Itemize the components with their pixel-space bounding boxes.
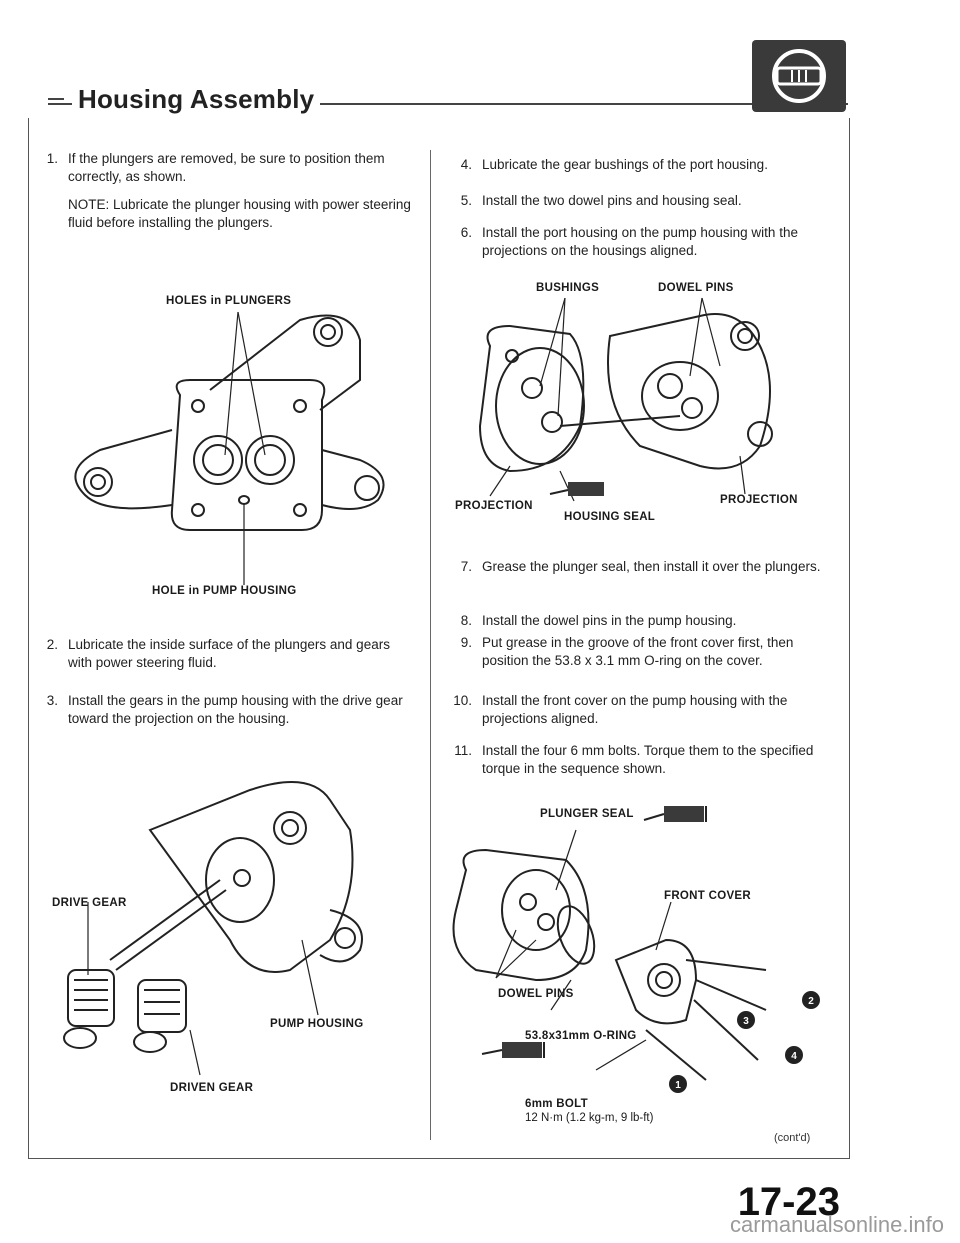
step-text: Lubricate the gear bushings of the port housing. [482, 157, 768, 172]
seq-1: 1 [675, 1080, 681, 1091]
step-5 [448, 192, 824, 214]
grease-icon [640, 800, 720, 830]
step-text: If the plungers are removed, be sure to position them correctly, as shown. [68, 151, 385, 184]
step-text: Install the front cover on the pump housing with the projections aligned. [482, 693, 788, 726]
step-number: 1. [46, 151, 58, 166]
step-number: 7. [460, 559, 472, 574]
label-hole-in-pump-housing: HOLE in PUMP HOUSING [152, 585, 297, 597]
step-8 [448, 612, 824, 634]
grease-icon [550, 482, 604, 496]
step-6 [448, 224, 824, 268]
label-bolt: 6mm BOLT [525, 1098, 588, 1110]
step-number: 3. [46, 693, 58, 708]
label-driven-gear: DRIVEN GEAR [170, 1082, 254, 1094]
step-2 [34, 636, 412, 680]
grease-icon [482, 1042, 544, 1058]
figure-plunger-housing [60, 300, 410, 600]
step-3 [34, 692, 412, 736]
step-number: 5. [460, 193, 472, 208]
step-text: Install the four 6 mm bolts. Torque them to the specified torque in the sequence shown. [482, 743, 814, 776]
step-text: Lubricate the inside surface of the plungers and gears with power steering fluid. [68, 637, 390, 670]
step-text: Install the port housing on the pump housing with the projections on the housings aligned. [482, 225, 798, 258]
label-front-cover: FRONT COVER [664, 890, 751, 902]
figure-front-cover [446, 830, 826, 1100]
label-holes-in-plungers: HOLES in PLUNGERS [166, 295, 292, 307]
label-projection-right: PROJECTION [720, 494, 798, 506]
label-pump-housing: PUMP HOUSING [270, 1018, 364, 1030]
step-number: 2. [46, 637, 58, 652]
step-number: 4. [460, 157, 472, 172]
step-10 [448, 692, 824, 736]
header-rule-tick [48, 98, 64, 100]
figure-gears-housing [50, 770, 420, 1080]
seq-3: 3 [743, 1016, 749, 1027]
step-text: Grease the plunger seal, then install it over the plungers. [482, 559, 821, 574]
section-badge [752, 40, 846, 112]
label-dowel-pins: DOWEL PINS [658, 282, 734, 294]
step-number: 10. [453, 693, 472, 708]
figure-port-housing [440, 296, 820, 516]
step-4 [448, 156, 824, 178]
label-housing-seal: HOUSING SEAL [564, 511, 656, 523]
label-dowel-pins-front: DOWEL PINS [498, 988, 574, 1000]
step-text: Install the dowel pins in the pump housing. [482, 613, 737, 628]
column-divider [430, 150, 431, 1140]
continued-note: (cont'd) [774, 1132, 811, 1144]
label-drive-gear: DRIVE GEAR [52, 897, 127, 909]
watermark: carmanualsonline.info [729, 1212, 944, 1237]
seq-2: 2 [808, 996, 814, 1007]
label-torque: 12 N·m (1.2 kg-m, 9 lb-ft) [525, 1112, 654, 1124]
label-bushings: BUSHINGS [536, 282, 600, 294]
page-number: 17-23 [737, 1180, 840, 1224]
step-7 [448, 558, 824, 602]
steering-wheel-icon [752, 40, 846, 112]
step-number: 6. [460, 225, 472, 240]
page-title: Housing Assembly [72, 84, 320, 115]
seq-4: 4 [791, 1051, 797, 1062]
step-9 [448, 634, 824, 694]
label-plunger-seal: PLUNGER SEAL [540, 808, 634, 820]
step-text: Install the two dowel pins and housing seal. [482, 193, 742, 208]
step-number: 8. [460, 613, 472, 628]
step-number: 11. [454, 743, 472, 758]
step-text: Put grease in the groove of the front cover first, then position the 53.8 x 3.1 mm O-ring on the cover. [482, 635, 794, 668]
step-number: 9. [460, 635, 472, 650]
label-projection-left: PROJECTION [455, 500, 533, 512]
step-1 [34, 150, 412, 194]
note: NOTE: Lubricate the plunger housing with power steering fluid before installing the plungers. [68, 197, 411, 230]
label-o-ring: 53.8x31mm O-RING [525, 1030, 637, 1042]
step-text: Install the gears in the pump housing with the drive gear toward the projection on the housing. [68, 693, 403, 726]
step-11 [448, 742, 824, 786]
